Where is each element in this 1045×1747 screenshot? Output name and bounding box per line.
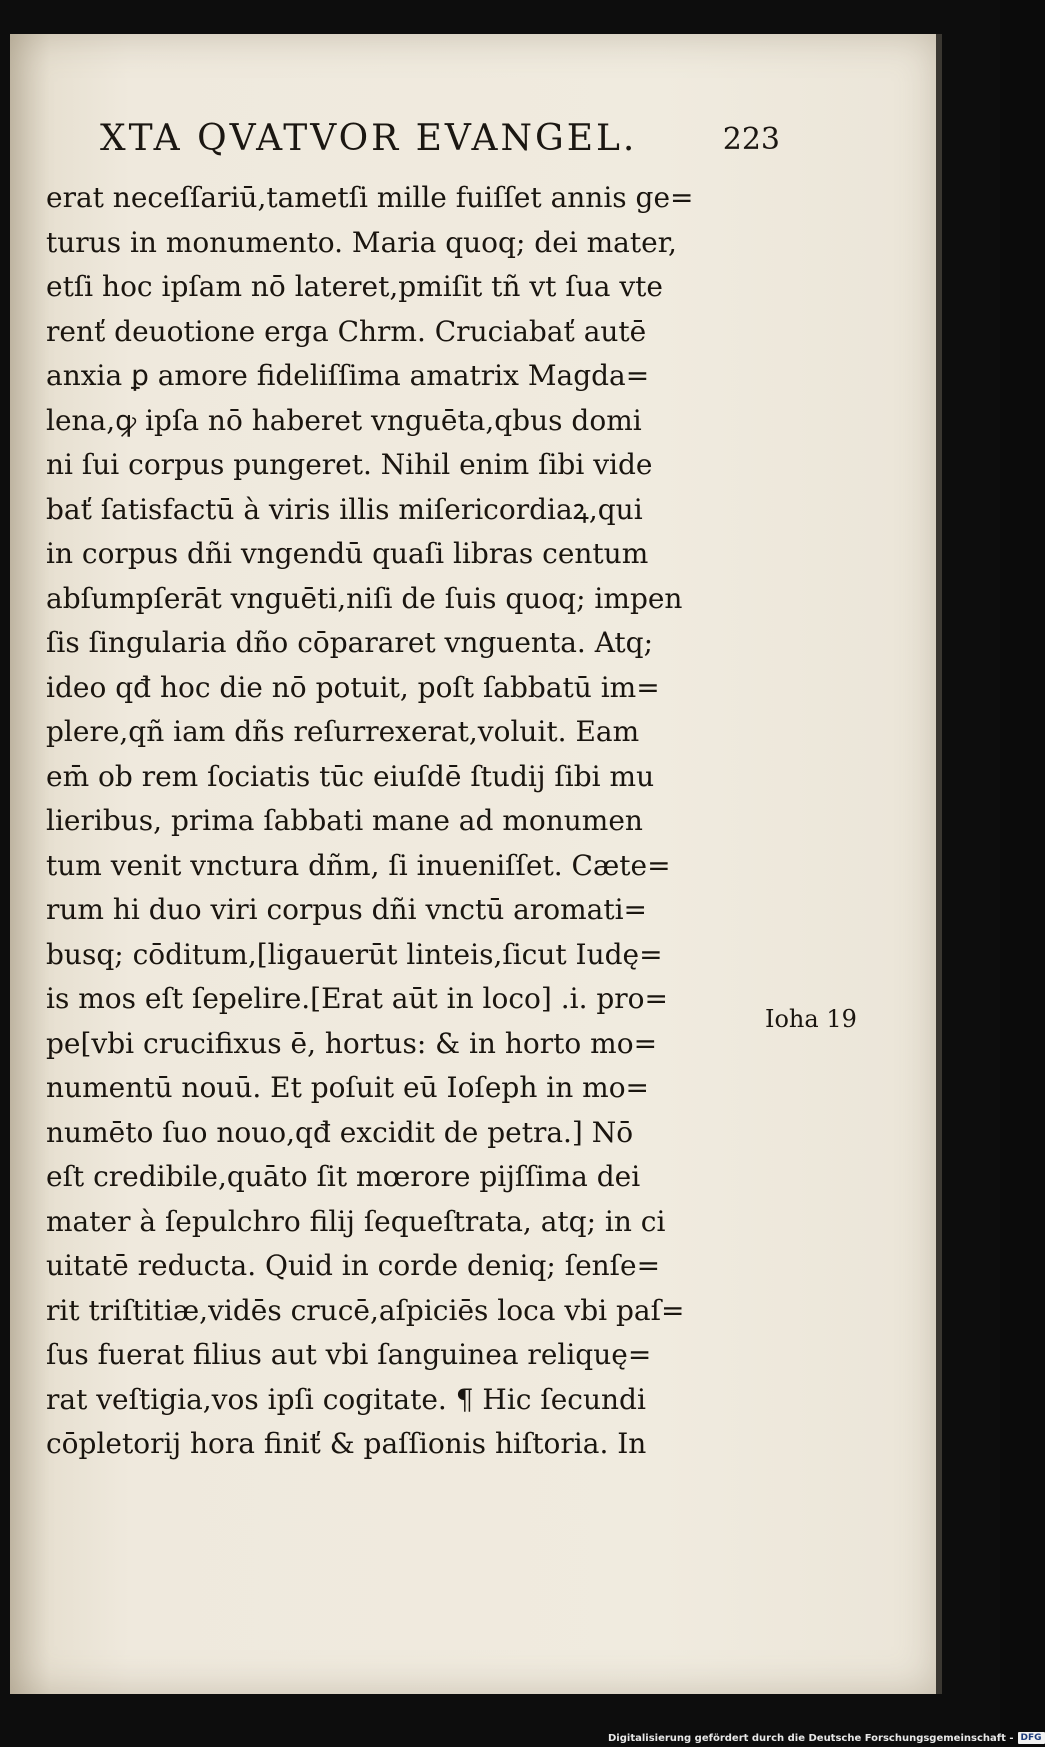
text-line: cōpletorij hora finiť & paſſionis hiſtoria. In xyxy=(46,1427,647,1460)
text-line: lena,ꝙ ipſa nō haberet vnguēta,qbus domi xyxy=(46,403,642,437)
text-line: eſt credibile,quāto ſit mœrore pijſſima dei xyxy=(46,1160,641,1193)
running-title: XTA QVATVOR EVANGEL. xyxy=(100,118,638,159)
text-line: plere,qñ iam dñs reſurrexerat,voluit. Eam xyxy=(46,715,640,748)
page-edge xyxy=(936,34,942,1694)
text-line: lieribus, prima ſabbati mane ad monumen xyxy=(46,804,643,837)
text-line: rat veſtigia,vos ipſi cogitate. ¶ Hic ſecundi xyxy=(46,1382,646,1416)
text-line: turus in monumento. Maria quoq; dei mater, xyxy=(46,225,677,259)
text-line: ideo qđ hoc die nō potuit, poſt ſabbatū im= xyxy=(46,670,660,704)
text-line: busq; cōditum,[ligauerūt linteis,ſicut Iudę= xyxy=(46,937,663,971)
text-line: pe[vbi crucifixus ē, hortus: & in horto mo= xyxy=(46,1026,658,1060)
text-line: mater à ſepulchro filij ſequeſtrata, atq; in ci xyxy=(46,1204,666,1238)
dfg-logo-icon: DFG xyxy=(1018,1732,1045,1744)
text-line: erat neceſſariū,tametſi mille fuiſſet annis ge= xyxy=(46,181,694,214)
text-line: em̄ ob rem ſociatis tūc eiuſdē ſtudij ſibi mu xyxy=(46,759,655,793)
text-line: ſis ſingularia dño cōpararet vnguenta. Atq; xyxy=(46,626,654,659)
text-line: rum hi duo viri corpus dñi vnctū aromati= xyxy=(46,893,648,926)
text-line: etſi hoc ipſam nō lateret,pmiſit tñ vt ſua vte xyxy=(46,270,663,303)
credit-text: Digitalisierung gefördert durch die Deutsche Forschungsgemeinschaft - xyxy=(608,1732,1014,1744)
marginal-note: Ioha 19 xyxy=(765,1005,857,1033)
text-line: renť deuotione erga Chrm. Cruciabať autē xyxy=(46,314,647,348)
text-line: ni ſui corpus pungeret. Nihil enim ſibi vide xyxy=(46,448,653,481)
text-line: in corpus dñi vngendū quaſi libras centum xyxy=(46,537,649,570)
text-line: rit triſtitiæ,vidēs crucē,aſpiciēs loca vbi paſ= xyxy=(46,1293,685,1327)
text-line: anxia ꝑ amore fideliſſima amatrix Magda= xyxy=(46,359,650,392)
digitization-credit xyxy=(608,1731,1045,1745)
running-head xyxy=(100,118,780,168)
text-line: uitatē reducta. Quid in corde deniq; ſenſe= xyxy=(46,1249,661,1282)
text-line: abſumpſerāt vnguēti,niſi de ſuis quoq; impen xyxy=(46,581,683,615)
page-number: 223 xyxy=(722,122,780,157)
text-line: bať ſatisfactū à viris illis miſericordiaꝝ,qui xyxy=(46,492,643,526)
text-block xyxy=(46,176,766,1467)
text-line: is mos eſt ſepelire.[Erat aūt in loco] .i. pro= xyxy=(46,982,669,1015)
text-line: numēto ſuo nouo,qđ excidit de petra.] Nō xyxy=(46,1115,634,1149)
text-line: tum venit vnctura dñm, ſi inueniſſet. Cæte= xyxy=(46,848,671,882)
text-line: numentū nouū. Et poſuit eū Ioſeph in mo= xyxy=(46,1071,650,1104)
text-line: ſus fuerat filius aut vbi ſanguinea reliquę= xyxy=(46,1338,652,1371)
